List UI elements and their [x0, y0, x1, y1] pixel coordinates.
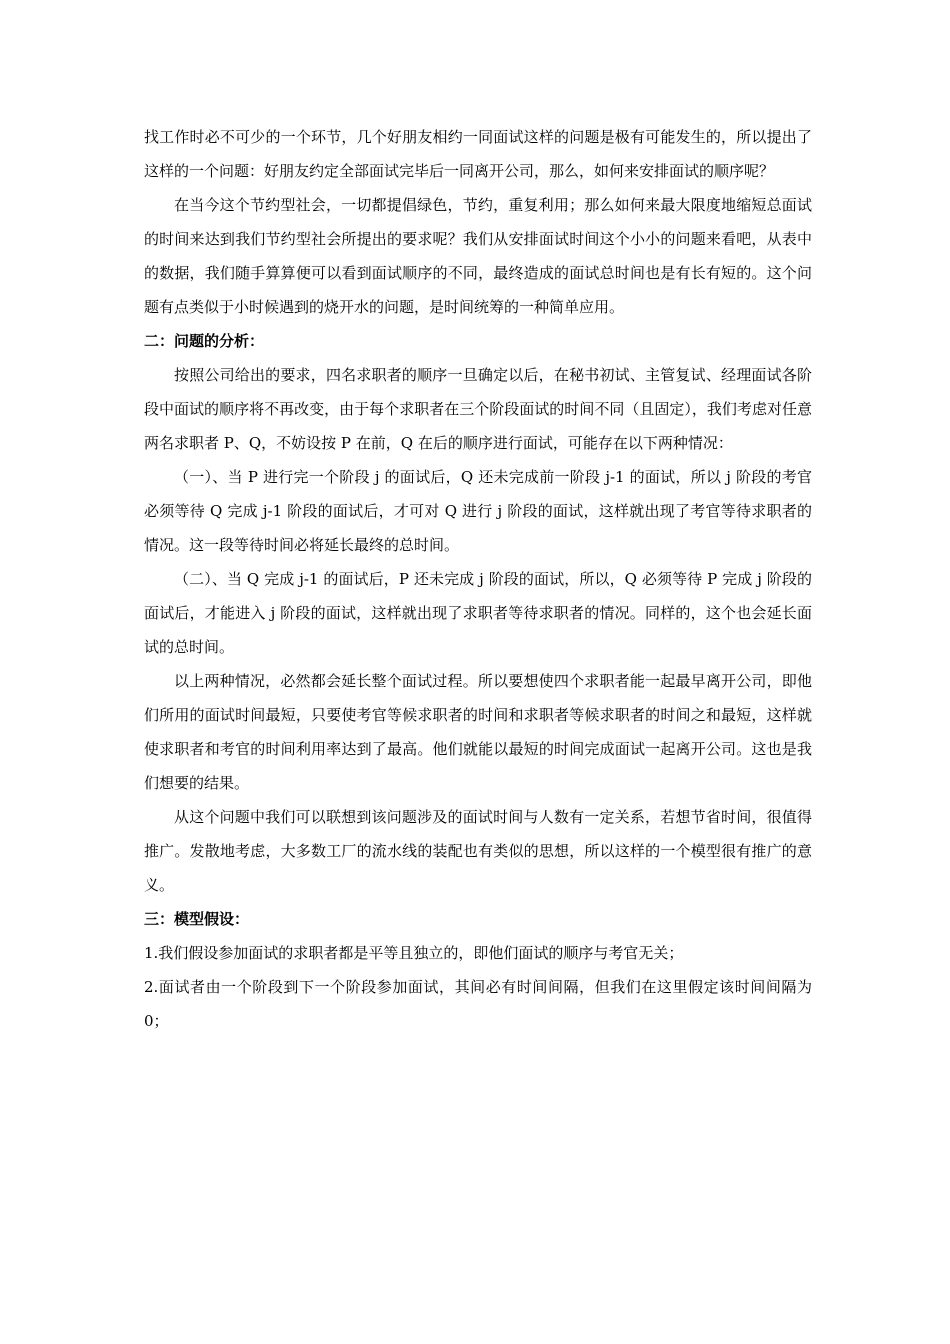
assumption-item-1: 1.我们假设参加面试的求职者都是平等且独立的，即他们面试的顺序与考官无关； — [144, 944, 684, 962]
paragraph-saving-society: 在当今这个节约型社会，一切都提倡绿色，节约，重复利用；那么如何来最大限度地缩短总面试的时间来达到我们节约型社会所提出的要求呢？我们从安排面试时间这个小小的问题来看吧，从表中的数据，我们随手算算便可以看到面试顺序的不同，最终造成的面试总时间也是有长有短的。这个问题有点类似于小时候遇到的烧开水的问题，是时间统筹的一种简单应用。 — [144, 196, 812, 316]
section-heading-assumptions: 三：模型假设： — [144, 910, 250, 928]
assumption-item-2: 2.面试者由一个阶段到下一个阶段参加面试，其间必有时间间隔，但我们在这里假定该时间间隔为 0； — [144, 978, 812, 1030]
paragraph-generalization: 从这个问题中我们可以联想到该问题涉及的面试时间与人数有一定关系，若想节省时间，很值得推广。发散地考虑，大多数工厂的流水线的装配也有类似的思想，所以这样的一个模型很有推广的意义。 — [144, 808, 812, 894]
paragraph-analysis-intro: 按照公司给出的要求，四名求职者的顺序一旦确定以后，在秘书初试、主管复试、经理面试各阶段中面试的顺序将不再改变，由于每个求职者在三个阶段面试的时间不同（且固定），我们考虑对任意两名求职者 P、Q，不妨设按 P 在前，Q 在后的顺序进行面试，可能存在以下两种情况： — [144, 366, 812, 452]
section-heading-analysis: 二：问题的分析： — [144, 332, 265, 350]
document-body — [144, 120, 812, 1038]
paragraph-intro-continued: 找工作时必不可少的一个环节，几个好朋友相约一同面试这样的问题是极有可能发生的，所以提出了这样的一个问题：好朋友约定全部面试完毕后一同离开公司，那么，如何来安排面试的顺序呢？ — [144, 128, 812, 180]
paragraph-case-one: （一）、当 P 进行完一个阶段 j 的面试后，Q 还未完成前一阶段 j-1 的面试，所以 j 阶段的考官必须等待 Q 完成 j-1 阶段的面试后，才可对 Q 进行 j 阶段的面试，这样就出现了考官等待求职者的情况。这一段等待时间必将延长最终的总时间。 — [144, 468, 812, 554]
paragraph-conclusion: 以上两种情况，必然都会延长整个面试过程。所以要想使四个求职者能一起最早离开公司，即他们所用的面试时间最短，只要使考官等候求职者的时间和求职者等候求职者的时间之和最短，这样就使求职者和考官的时间利用率达到了最高。他们就能以最短的时间完成面试一起离开公司。这也是我们想要的结果。 — [144, 672, 812, 792]
paragraph-case-two: （二）、当 Q 完成 j-1 的面试后，P 还未完成 j 阶段的面试，所以，Q 必须等待 P 完成 j 阶段的面试后，才能进入 j 阶段的面试，这样就出现了求职者等待求职者的情况。同样的，这个也会延长面试的总时间。 — [144, 570, 812, 656]
